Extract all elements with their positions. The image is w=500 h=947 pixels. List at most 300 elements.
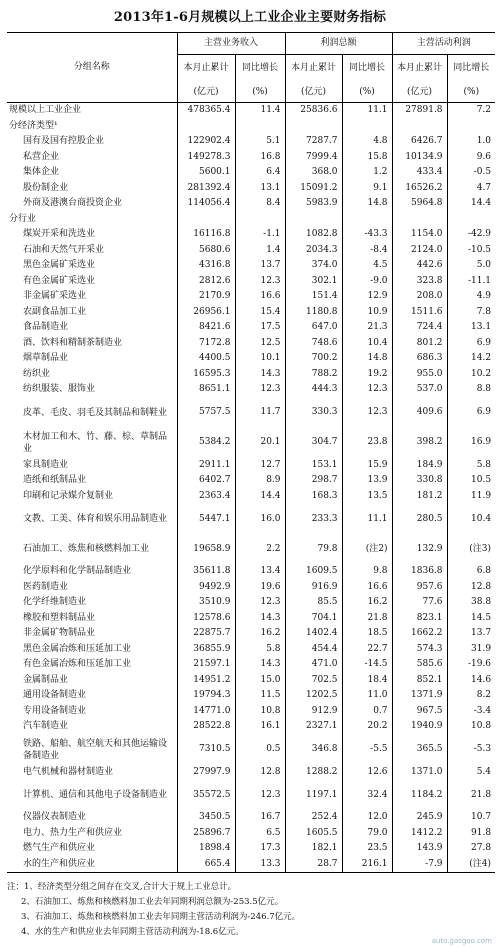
cell-value: 79.8 <box>285 534 342 564</box>
cell-value: 22875.7 <box>177 626 235 642</box>
cell-value: 5.0 <box>447 258 495 274</box>
cell-value: 15.4 <box>235 305 285 321</box>
cell-value: 19.6 <box>235 580 285 596</box>
cell-value: 16.8 <box>235 150 285 166</box>
cell-value: 10.8 <box>447 719 495 735</box>
col-cum: 本月止累计 <box>285 55 342 83</box>
cell-value: 19794.3 <box>177 688 235 704</box>
row-label: 金属制品业 <box>23 674 69 685</box>
cell-value: 442.6 <box>392 258 447 274</box>
row-label: 燃气生产和供应业 <box>23 843 96 854</box>
cell-value: 7287.7 <box>285 134 342 150</box>
row-label: 家具制造业 <box>23 459 69 470</box>
cell-value: 15.9 <box>342 458 392 474</box>
cell-value: 20.1 <box>235 428 285 458</box>
table-row <box>7 765 495 781</box>
table-row <box>7 704 495 720</box>
table-row <box>7 196 495 212</box>
cell-value: 304.7 <box>285 428 342 458</box>
cell-value: 13.7 <box>235 258 285 274</box>
cell-value: 5447.1 <box>177 504 235 534</box>
cell-value: 365.5 <box>392 735 447 765</box>
cell-value: 25836.6 <box>285 103 342 119</box>
cell-value: 28.7 <box>285 857 342 873</box>
cell-value: 11.1 <box>342 103 392 119</box>
cell-value: 6.4 <box>235 165 285 181</box>
cell-value: -11.1 <box>447 274 495 290</box>
cell-value: 9.1 <box>342 181 392 197</box>
cell-value: 23.5 <box>342 841 392 857</box>
row-label: 外商及港澳台商投资企业 <box>23 198 123 209</box>
table-row <box>7 564 495 580</box>
cell-value: 5680.6 <box>177 243 235 259</box>
row-label: 仪器仪表制造业 <box>23 812 87 823</box>
cell-value: 14.3 <box>235 657 285 673</box>
cell-value <box>177 119 235 135</box>
row-label: 水的生产和供应业 <box>7 857 177 873</box>
cell-value <box>285 119 342 135</box>
table-row <box>7 504 495 534</box>
cell-value: 14.3 <box>235 367 285 383</box>
cell-value: 4.8 <box>342 134 392 150</box>
cell-value: 12.5 <box>235 336 285 352</box>
cell-value: 4.9 <box>447 289 495 305</box>
cell-value: 14.4 <box>447 196 495 212</box>
cell-value: 1.2 <box>342 165 392 181</box>
cell-value: 0.7 <box>342 704 392 720</box>
cell-value <box>447 119 495 135</box>
cell-value: 77.6 <box>392 595 447 611</box>
cell-value <box>342 119 392 135</box>
cell-value: 12.8 <box>447 580 495 596</box>
cell-value: 1836.8 <box>392 564 447 580</box>
cell-value: 5.1 <box>235 134 285 150</box>
cell-value: 9492.9 <box>177 580 235 596</box>
cell-value: 1288.2 <box>285 765 342 781</box>
cell-value: 149278.3 <box>177 150 235 166</box>
cell-value: 16116.8 <box>177 227 235 243</box>
row-label: 股份制企业 <box>23 182 69 193</box>
cell-value: 433.4 <box>392 165 447 181</box>
table-row <box>7 119 495 135</box>
cell-value: -10.5 <box>447 243 495 259</box>
cell-value: 1202.5 <box>285 688 342 704</box>
cell-value: 13.9 <box>342 473 392 489</box>
cell-value: 233.3 <box>285 504 342 534</box>
cell-value: 10.4 <box>447 504 495 534</box>
row-label: 铁路、船舶、航空航天和其他运输设备制造业 <box>23 738 168 761</box>
row-label: 集体企业 <box>23 167 60 178</box>
row-label: 有色金属冶炼和压延加工业 <box>23 659 132 670</box>
table-row <box>7 642 495 658</box>
cell-value: 17.3 <box>235 841 285 857</box>
financial-indicators-table <box>7 32 495 873</box>
cell-value: 252.4 <box>285 810 342 826</box>
cell-value: 2.2 <box>235 534 285 564</box>
cell-value <box>235 212 285 228</box>
cell-value: 1154.0 <box>392 227 447 243</box>
cell-value: 6426.7 <box>392 134 447 150</box>
cell-value: 14.8 <box>342 351 392 367</box>
cell-value: 14.5 <box>447 611 495 627</box>
cell-value <box>447 212 495 228</box>
cell-value: 18.4 <box>342 673 392 689</box>
cell-value: 16.9 <box>447 428 495 458</box>
col-unit: (亿元) <box>285 83 342 103</box>
cell-value: 5757.5 <box>177 398 235 428</box>
cell-value: 537.0 <box>392 382 447 398</box>
row-label: 分行业 <box>9 213 37 224</box>
cell-value: 16.7 <box>235 810 285 826</box>
cell-value: 280.5 <box>392 504 447 534</box>
cell-value: 1412.2 <box>392 826 447 842</box>
cell-value: 153.1 <box>285 458 342 474</box>
cell-value: 17.5 <box>235 320 285 336</box>
row-label: 电气机械和器材制造业 <box>23 766 114 777</box>
col-yoy: 同比增长 <box>342 55 392 83</box>
table-row <box>7 611 495 627</box>
col-yoy: 同比增长 <box>447 55 495 83</box>
footnote: 4、水的生产和供应业去年同期主营活动利润为-18.6亿元。 <box>21 927 244 937</box>
cell-value: 11.5 <box>235 688 285 704</box>
row-label: 皮革、毛皮、羽毛及其制品和制鞋业 <box>23 407 168 418</box>
cell-value: 8.4 <box>235 196 285 212</box>
cell-value: 20.2 <box>342 719 392 735</box>
cell-value: 330.3 <box>285 398 342 428</box>
cell-value: 2327.1 <box>285 719 342 735</box>
cell-value <box>235 119 285 135</box>
cell-value: 32.4 <box>342 780 392 810</box>
cell-value: -5.3 <box>447 735 495 765</box>
cell-value: 302.1 <box>285 274 342 290</box>
watermark: auto.gasgoo.com <box>431 937 492 945</box>
row-label: 国有及国有控股企业 <box>23 136 105 147</box>
table-row <box>7 428 495 458</box>
cell-value: 10.9 <box>342 305 392 321</box>
cell-value: 5.8 <box>235 642 285 658</box>
table-title: 2013年1-6月规模以上工业企业主要财务指标 <box>113 10 387 25</box>
op-profit-header: 主营活动利润 <box>392 33 495 55</box>
cell-value: 454.4 <box>285 642 342 658</box>
cell-value: 182.1 <box>285 841 342 857</box>
cell-value: 788.2 <box>285 367 342 383</box>
table-row <box>7 473 495 489</box>
cell-value: 6.8 <box>447 564 495 580</box>
table-row <box>7 382 495 398</box>
cell-value: 5384.2 <box>177 428 235 458</box>
cell-value: 8651.1 <box>177 382 235 398</box>
table-row <box>7 227 495 243</box>
cell-value: 25896.7 <box>177 826 235 842</box>
cell-value: 36855.9 <box>177 642 235 658</box>
cell-value: 4.7 <box>447 181 495 197</box>
profit-header: 利润总额 <box>285 33 392 55</box>
table-row <box>7 243 495 259</box>
cell-value: 12.9 <box>342 289 392 305</box>
cell-value: 14.6 <box>447 673 495 689</box>
cell-value: 31.9 <box>447 642 495 658</box>
cell-value: 346.8 <box>285 735 342 765</box>
col-yoy: 同比增长 <box>235 55 285 83</box>
cell-value: 181.2 <box>392 489 447 505</box>
cell-value: 1605.5 <box>285 826 342 842</box>
table-row <box>7 857 495 873</box>
cell-value: -9.0 <box>342 274 392 290</box>
footnotes <box>7 880 495 940</box>
row-label: 橡胶和塑料制品业 <box>23 612 96 623</box>
cell-value: 122902.4 <box>177 134 235 150</box>
cell-value: 91.8 <box>447 826 495 842</box>
cell-value: 10.1 <box>235 351 285 367</box>
cell-value: 16.1 <box>235 719 285 735</box>
table-row <box>7 150 495 166</box>
cell-value: 2812.6 <box>177 274 235 290</box>
row-label: 化学原料和化学制品制造业 <box>23 566 132 577</box>
cell-value: 14771.0 <box>177 704 235 720</box>
table-row <box>7 398 495 428</box>
row-label: 有色金属矿采选业 <box>23 275 96 286</box>
cell-value: 168.3 <box>285 489 342 505</box>
cell-value: 13.3 <box>235 857 285 873</box>
cell-value: 16.2 <box>235 626 285 642</box>
table-row <box>7 258 495 274</box>
cell-value: 823.1 <box>392 611 447 627</box>
cell-value: 1.4 <box>235 243 285 259</box>
cell-value: 471.0 <box>285 657 342 673</box>
cell-value: 9.8 <box>342 564 392 580</box>
cell-value: 79.0 <box>342 826 392 842</box>
cell-value: 10.5 <box>447 473 495 489</box>
row-label: 电力、热力生产和供应业 <box>23 827 123 838</box>
row-label: 造纸和纸制品业 <box>23 475 87 486</box>
cell-value: 7.8 <box>447 305 495 321</box>
cell-value: 7999.4 <box>285 150 342 166</box>
table-row <box>7 719 495 735</box>
cell-value: 11.0 <box>342 688 392 704</box>
cell-value: 10.8 <box>235 704 285 720</box>
table-row <box>7 320 495 336</box>
col-unit: (亿元) <box>177 83 235 103</box>
cell-value: 208.0 <box>392 289 447 305</box>
cell-value: 1371.9 <box>392 688 447 704</box>
cell-value: 1082.8 <box>285 227 342 243</box>
cell-value: 151.4 <box>285 289 342 305</box>
cell-value: -43.3 <box>342 227 392 243</box>
cell-value: 1662.2 <box>392 626 447 642</box>
cell-value: 184.9 <box>392 458 447 474</box>
row-label: 黑色金属矿采选业 <box>23 260 96 271</box>
cell-value: 15.8 <box>342 150 392 166</box>
table-row <box>7 657 495 673</box>
table-row <box>7 336 495 352</box>
row-label: 非金属矿物制品业 <box>23 628 96 639</box>
row-label: 纺织业 <box>23 368 51 379</box>
cell-value: -7.9 <box>392 857 447 873</box>
cell-value: 19658.9 <box>177 534 235 564</box>
table-row <box>7 841 495 857</box>
row-label: 非金属矿采选业 <box>23 291 87 302</box>
cell-value: 5600.1 <box>177 165 235 181</box>
cell-value <box>392 212 447 228</box>
cell-value: 5964.8 <box>392 196 447 212</box>
cell-value: 6.5 <box>235 826 285 842</box>
cell-value: 8.8 <box>447 382 495 398</box>
cell-value <box>177 212 235 228</box>
cell-value: 8.2 <box>447 688 495 704</box>
cell-value: 13.1 <box>447 320 495 336</box>
cell-value: 11.7 <box>235 398 285 428</box>
cell-value: 11.4 <box>235 103 285 119</box>
cell-value: 281392.4 <box>177 181 235 197</box>
footnote: 3、石油加工、炼焦和核燃料加工业去年同期主营活动利润为-246.7亿元。 <box>21 912 301 922</box>
cell-value: 12.3 <box>342 398 392 428</box>
row-label: 计算机、通信和其他电子设备制造业 <box>23 790 168 800</box>
row-label: 专用设备制造业 <box>23 705 87 716</box>
cell-value: 1.0 <box>447 134 495 150</box>
cell-value: 4400.5 <box>177 351 235 367</box>
cell-value: (注4) <box>447 857 495 873</box>
cell-value: 4316.8 <box>177 258 235 274</box>
row-label: 烟草制品业 <box>23 353 69 364</box>
cell-value: -0.5 <box>447 165 495 181</box>
cell-value: -1.1 <box>235 227 285 243</box>
cell-value: 665.4 <box>177 857 235 873</box>
table-row <box>7 826 495 842</box>
cell-value: 1898.4 <box>177 841 235 857</box>
cell-value: 2170.9 <box>177 289 235 305</box>
cell-value: 700.2 <box>285 351 342 367</box>
table-row <box>7 688 495 704</box>
col-cum: 本月止累计 <box>392 55 447 83</box>
cell-value: 6.9 <box>447 398 495 428</box>
cell-value: 916.9 <box>285 580 342 596</box>
row-label: 煤炭开采和洗选业 <box>23 229 96 240</box>
col-unit: (亿元) <box>392 83 447 103</box>
cell-value: 3450.5 <box>177 810 235 826</box>
row-label: 石油加工、炼焦和核燃料加工业 <box>23 544 150 554</box>
cell-value: 10134.9 <box>392 150 447 166</box>
cell-value: 21.3 <box>342 320 392 336</box>
cell-value: 8421.6 <box>177 320 235 336</box>
row-label: 私营企业 <box>23 151 60 162</box>
cell-value: 245.9 <box>392 810 447 826</box>
cell-value: 14.4 <box>235 489 285 505</box>
cell-value: 26956.1 <box>177 305 235 321</box>
cell-value: 16526.2 <box>392 181 447 197</box>
table-row <box>7 305 495 321</box>
cell-value: 2911.1 <box>177 458 235 474</box>
row-label: 分经济类型¹ <box>9 120 58 131</box>
table-row <box>7 103 495 119</box>
cell-value: 702.5 <box>285 673 342 689</box>
cell-value: 0.5 <box>235 735 285 765</box>
cell-value: 1940.9 <box>392 719 447 735</box>
cell-value: 38.8 <box>447 595 495 611</box>
table-row <box>7 810 495 826</box>
cell-value: -3.4 <box>447 704 495 720</box>
cell-value: 967.5 <box>392 704 447 720</box>
cell-value: 85.5 <box>285 595 342 611</box>
cell-value: 2124.0 <box>392 243 447 259</box>
cell-value: 11.9 <box>447 489 495 505</box>
cell-value: 15.0 <box>235 673 285 689</box>
cell-value: 5.8 <box>447 458 495 474</box>
row-label: 规模以上工业企业 <box>9 105 82 116</box>
cell-value: 22.7 <box>342 642 392 658</box>
cell-value: 912.9 <box>285 704 342 720</box>
cell-value: 13.4 <box>235 564 285 580</box>
cell-value: 298.7 <box>285 473 342 489</box>
row-label: 农副食品加工业 <box>23 306 87 317</box>
cell-value: 8.9 <box>235 473 285 489</box>
table-body <box>7 103 495 873</box>
cell-value: 12.3 <box>235 382 285 398</box>
cell-value: 6.9 <box>447 336 495 352</box>
col-unit: (%) <box>235 83 285 103</box>
table-row <box>7 626 495 642</box>
cell-value: 11.1 <box>342 504 392 534</box>
table-row <box>7 673 495 689</box>
cell-value: 852.1 <box>392 673 447 689</box>
cell-value: 801.2 <box>392 336 447 352</box>
row-label: 石油和天然气开采业 <box>23 244 105 255</box>
cell-value: 143.9 <box>392 841 447 857</box>
table-row <box>7 181 495 197</box>
cell-value: 724.4 <box>392 320 447 336</box>
cell-value: 13.7 <box>447 626 495 642</box>
cell-value: 4.5 <box>342 258 392 274</box>
cell-value: 10.4 <box>342 336 392 352</box>
cell-value: -19.6 <box>447 657 495 673</box>
cell-value: 16.6 <box>342 580 392 596</box>
cell-value: (注2) <box>342 534 392 564</box>
cell-value: 10.2 <box>447 367 495 383</box>
cell-value: 7.2 <box>447 103 495 119</box>
cell-value: 5983.9 <box>285 196 342 212</box>
cell-value: (注3) <box>447 534 495 564</box>
row-label: 酒、饮料和精制茶制造业 <box>23 337 123 348</box>
table-row <box>7 274 495 290</box>
cell-value: 15091.2 <box>285 181 342 197</box>
cell-value: 10.7 <box>447 810 495 826</box>
cell-value: 955.0 <box>392 367 447 383</box>
cell-value: 748.6 <box>285 336 342 352</box>
cell-value: 1197.1 <box>285 780 342 810</box>
cell-value: 5.4 <box>447 765 495 781</box>
revenue-header: 主营业务收入 <box>177 33 285 55</box>
cell-value: 323.8 <box>392 274 447 290</box>
col-cum: 本月止累计 <box>177 55 235 83</box>
cell-value: 21.8 <box>342 611 392 627</box>
cell-value: 409.6 <box>392 398 447 428</box>
cell-value: 478365.4 <box>177 103 235 119</box>
cell-value: 444.3 <box>285 382 342 398</box>
table-row <box>7 534 495 564</box>
cell-value: 14951.2 <box>177 673 235 689</box>
cell-value: 216.1 <box>342 857 392 873</box>
cell-value <box>342 212 392 228</box>
table-row <box>7 458 495 474</box>
cell-value: 1371.0 <box>392 765 447 781</box>
row-label: 汽车制造业 <box>23 721 69 732</box>
cell-value: 12.7 <box>235 458 285 474</box>
cell-value <box>392 119 447 135</box>
row-label: 木材加工和木、竹、藤、棕、草制品业 <box>23 431 168 454</box>
cell-value: 14.2 <box>447 351 495 367</box>
table-row <box>7 595 495 611</box>
cell-value: -42.9 <box>447 227 495 243</box>
cell-value: 23.8 <box>342 428 392 458</box>
